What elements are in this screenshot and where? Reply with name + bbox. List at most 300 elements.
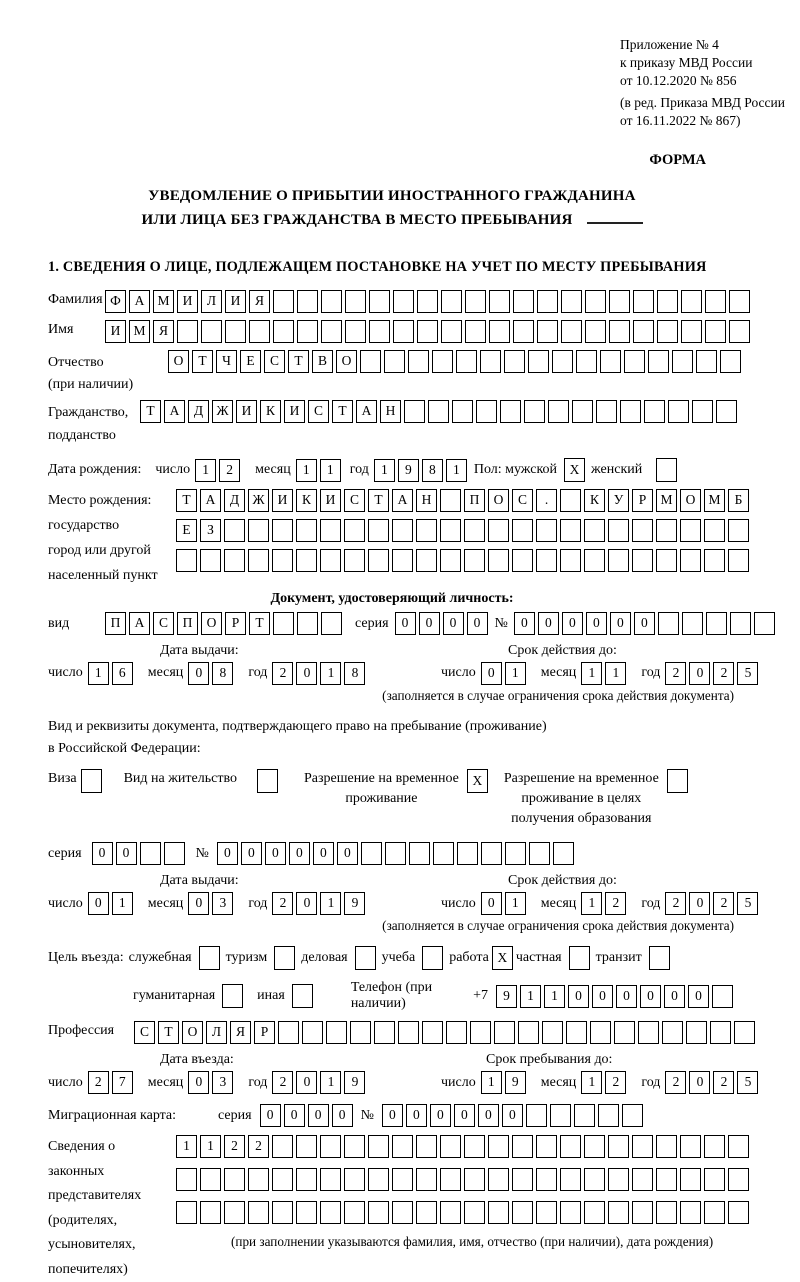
char-cell[interactable]: П <box>464 489 485 512</box>
char-cell[interactable] <box>536 519 557 542</box>
char-cell[interactable]: 0 <box>382 1104 403 1127</box>
char-cell[interactable] <box>704 1201 725 1224</box>
char-cell[interactable] <box>393 320 414 343</box>
char-cell[interactable] <box>704 1135 725 1158</box>
char-cell[interactable] <box>552 350 573 373</box>
char-cell[interactable] <box>572 400 593 423</box>
char-cell[interactable] <box>561 290 582 313</box>
char-cell[interactable]: 0 <box>454 1104 475 1127</box>
char-cell[interactable] <box>393 290 414 313</box>
char-cell[interactable]: А <box>164 400 185 423</box>
char-cell[interactable] <box>536 1168 557 1191</box>
char-cell[interactable] <box>177 320 198 343</box>
char-cell[interactable]: 5 <box>737 1071 758 1094</box>
iddoc-valid-year[interactable] <box>665 662 761 685</box>
char-cell[interactable]: 0 <box>296 892 317 915</box>
entry-month[interactable] <box>188 1071 236 1094</box>
char-cell[interactable] <box>433 842 454 865</box>
char-cell[interactable]: О <box>336 350 357 373</box>
char-cell[interactable]: 2 <box>665 892 686 915</box>
char-cell[interactable]: С <box>264 350 285 373</box>
char-cell[interactable] <box>608 549 629 572</box>
char-cell[interactable]: 0 <box>308 1104 329 1127</box>
char-cell[interactable] <box>608 1201 629 1224</box>
char-cell[interactable] <box>622 1104 643 1127</box>
char-cell[interactable] <box>368 549 389 572</box>
char-cell[interactable]: Р <box>632 489 653 512</box>
char-cell[interactable]: 0 <box>116 842 137 865</box>
purpose-tourism-checkbox[interactable] <box>274 946 295 970</box>
char-cell[interactable] <box>704 519 725 542</box>
char-cell[interactable]: 1 <box>446 459 467 482</box>
char-cell[interactable] <box>278 1021 299 1044</box>
char-cell[interactable]: 0 <box>592 985 613 1008</box>
char-cell[interactable]: 3 <box>212 1071 233 1094</box>
stay-year[interactable] <box>665 1071 761 1094</box>
char-cell[interactable] <box>369 290 390 313</box>
char-cell[interactable]: И <box>236 400 257 423</box>
char-cell[interactable] <box>360 350 381 373</box>
char-cell[interactable] <box>648 350 669 373</box>
char-cell[interactable] <box>560 519 581 542</box>
iddoc-issue-day[interactable] <box>88 662 136 685</box>
char-cell[interactable] <box>369 320 390 343</box>
char-cell[interactable]: 2 <box>248 1135 269 1158</box>
char-cell[interactable] <box>584 549 605 572</box>
char-cell[interactable] <box>320 549 341 572</box>
resdoc-valid-month[interactable] <box>581 892 629 915</box>
char-cell[interactable]: Ж <box>248 489 269 512</box>
char-cell[interactable]: 1 <box>581 892 602 915</box>
char-cell[interactable] <box>476 400 497 423</box>
char-cell[interactable]: Д <box>224 489 245 512</box>
char-cell[interactable] <box>273 612 294 635</box>
temp-residence-checkbox[interactable]: X <box>467 769 488 793</box>
char-cell[interactable]: З <box>200 519 221 542</box>
char-cell[interactable]: 0 <box>296 1071 317 1094</box>
char-cell[interactable] <box>598 1104 619 1127</box>
char-cell[interactable] <box>470 1021 491 1044</box>
char-cell[interactable]: А <box>200 489 221 512</box>
char-cell[interactable] <box>488 1135 509 1158</box>
char-cell[interactable] <box>656 549 677 572</box>
char-cell[interactable] <box>720 350 741 373</box>
char-cell[interactable] <box>488 549 509 572</box>
char-cell[interactable] <box>561 320 582 343</box>
char-cell[interactable]: 1 <box>505 662 526 685</box>
char-cell[interactable] <box>576 350 597 373</box>
char-cell[interactable] <box>480 350 501 373</box>
phone-cells[interactable] <box>496 985 736 1008</box>
char-cell[interactable]: 1 <box>200 1135 221 1158</box>
purpose-commercial-checkbox[interactable] <box>355 946 376 970</box>
char-cell[interactable]: 0 <box>568 985 589 1008</box>
char-cell[interactable] <box>632 1201 653 1224</box>
char-cell[interactable] <box>704 1168 725 1191</box>
char-cell[interactable]: 0 <box>188 892 209 915</box>
char-cell[interactable]: 0 <box>538 612 559 635</box>
char-cell[interactable] <box>297 612 318 635</box>
char-cell[interactable]: 0 <box>616 985 637 1008</box>
char-cell[interactable] <box>681 290 702 313</box>
char-cell[interactable] <box>464 1135 485 1158</box>
char-cell[interactable]: П <box>177 612 198 635</box>
char-cell[interactable]: 1 <box>112 892 133 915</box>
birthplace-row2-cells[interactable] <box>176 519 752 542</box>
char-cell[interactable] <box>537 290 558 313</box>
char-cell[interactable] <box>560 549 581 572</box>
char-cell[interactable]: 2 <box>272 1071 293 1094</box>
char-cell[interactable] <box>548 400 569 423</box>
char-cell[interactable]: 1 <box>544 985 565 1008</box>
char-cell[interactable]: И <box>225 290 246 313</box>
char-cell[interactable]: И <box>284 400 305 423</box>
char-cell[interactable] <box>524 400 545 423</box>
char-cell[interactable] <box>446 1021 467 1044</box>
char-cell[interactable]: К <box>260 400 281 423</box>
char-cell[interactable] <box>345 320 366 343</box>
char-cell[interactable]: 0 <box>664 985 685 1008</box>
char-cell[interactable] <box>729 320 750 343</box>
char-cell[interactable] <box>432 350 453 373</box>
char-cell[interactable]: Т <box>288 350 309 373</box>
char-cell[interactable]: 9 <box>344 1071 365 1094</box>
temp-residence-education-checkbox[interactable] <box>667 769 688 793</box>
char-cell[interactable]: 0 <box>313 842 334 865</box>
char-cell[interactable] <box>705 320 726 343</box>
char-cell[interactable]: Т <box>332 400 353 423</box>
char-cell[interactable] <box>585 290 606 313</box>
profession-cells[interactable] <box>134 1021 758 1044</box>
char-cell[interactable]: Т <box>140 400 161 423</box>
char-cell[interactable] <box>566 1021 587 1044</box>
resdoc-issue-year[interactable] <box>272 892 368 915</box>
char-cell[interactable]: 2 <box>605 892 626 915</box>
char-cell[interactable] <box>686 1021 707 1044</box>
char-cell[interactable]: О <box>168 350 189 373</box>
char-cell[interactable] <box>248 1201 269 1224</box>
char-cell[interactable] <box>344 1201 365 1224</box>
char-cell[interactable] <box>320 1168 341 1191</box>
char-cell[interactable]: 5 <box>737 662 758 685</box>
char-cell[interactable] <box>224 519 245 542</box>
char-cell[interactable]: 0 <box>481 892 502 915</box>
char-cell[interactable] <box>176 549 197 572</box>
char-cell[interactable]: 0 <box>260 1104 281 1127</box>
char-cell[interactable] <box>716 400 737 423</box>
char-cell[interactable]: 0 <box>88 892 109 915</box>
char-cell[interactable]: 0 <box>188 1071 209 1094</box>
char-cell[interactable] <box>368 1201 389 1224</box>
char-cell[interactable] <box>488 1168 509 1191</box>
char-cell[interactable]: 1 <box>320 892 341 915</box>
doc-kind-cells[interactable] <box>105 612 345 635</box>
birthplace-row3-cells[interactable] <box>176 549 752 572</box>
char-cell[interactable]: С <box>308 400 329 423</box>
char-cell[interactable]: И <box>177 290 198 313</box>
char-cell[interactable]: 1 <box>88 662 109 685</box>
char-cell[interactable] <box>638 1021 659 1044</box>
char-cell[interactable] <box>632 1135 653 1158</box>
char-cell[interactable] <box>710 1021 731 1044</box>
sex-male-checkbox[interactable]: X <box>564 458 585 482</box>
resdoc-issue-day[interactable] <box>88 892 136 915</box>
resdoc-issue-month[interactable] <box>188 892 236 915</box>
char-cell[interactable]: 7 <box>112 1071 133 1094</box>
char-cell[interactable]: 1 <box>505 892 526 915</box>
char-cell[interactable] <box>505 842 526 865</box>
char-cell[interactable] <box>368 519 389 542</box>
char-cell[interactable] <box>734 1021 755 1044</box>
char-cell[interactable] <box>409 842 430 865</box>
char-cell[interactable] <box>658 612 679 635</box>
char-cell[interactable] <box>584 1168 605 1191</box>
char-cell[interactable] <box>344 519 365 542</box>
char-cell[interactable]: Н <box>380 400 401 423</box>
representatives-row3-cells[interactable] <box>176 1201 752 1224</box>
char-cell[interactable]: 1 <box>605 662 626 685</box>
char-cell[interactable] <box>398 1021 419 1044</box>
char-cell[interactable] <box>441 320 462 343</box>
char-cell[interactable]: Р <box>225 612 246 635</box>
char-cell[interactable]: 0 <box>478 1104 499 1127</box>
char-cell[interactable]: 0 <box>443 612 464 635</box>
char-cell[interactable]: 0 <box>419 612 440 635</box>
char-cell[interactable] <box>440 1168 461 1191</box>
char-cell[interactable] <box>176 1201 197 1224</box>
char-cell[interactable]: М <box>656 489 677 512</box>
char-cell[interactable] <box>457 842 478 865</box>
char-cell[interactable] <box>361 842 382 865</box>
char-cell[interactable]: М <box>704 489 725 512</box>
char-cell[interactable]: 2 <box>224 1135 245 1158</box>
entry-year[interactable] <box>272 1071 368 1094</box>
char-cell[interactable] <box>656 1135 677 1158</box>
char-cell[interactable] <box>297 320 318 343</box>
char-cell[interactable]: 0 <box>634 612 655 635</box>
char-cell[interactable]: 0 <box>241 842 262 865</box>
char-cell[interactable] <box>504 350 525 373</box>
char-cell[interactable]: В <box>312 350 333 373</box>
char-cell[interactable] <box>754 612 775 635</box>
char-cell[interactable] <box>200 1201 221 1224</box>
char-cell[interactable] <box>489 320 510 343</box>
char-cell[interactable] <box>512 519 533 542</box>
char-cell[interactable] <box>296 1135 317 1158</box>
char-cell[interactable]: 0 <box>640 985 661 1008</box>
char-cell[interactable] <box>249 320 270 343</box>
char-cell[interactable]: О <box>488 489 509 512</box>
char-cell[interactable]: Т <box>368 489 389 512</box>
char-cell[interactable] <box>416 1135 437 1158</box>
char-cell[interactable] <box>728 519 749 542</box>
char-cell[interactable] <box>526 1104 547 1127</box>
char-cell[interactable]: А <box>356 400 377 423</box>
char-cell[interactable]: 2 <box>713 892 734 915</box>
char-cell[interactable]: И <box>272 489 293 512</box>
char-cell[interactable] <box>273 290 294 313</box>
char-cell[interactable] <box>392 1135 413 1158</box>
char-cell[interactable]: 0 <box>296 662 317 685</box>
char-cell[interactable] <box>272 1201 293 1224</box>
char-cell[interactable]: . <box>536 489 557 512</box>
char-cell[interactable] <box>574 1104 595 1127</box>
char-cell[interactable] <box>296 1201 317 1224</box>
visa-checkbox[interactable] <box>81 769 102 793</box>
char-cell[interactable]: 0 <box>332 1104 353 1127</box>
char-cell[interactable] <box>608 1135 629 1158</box>
char-cell[interactable] <box>513 320 534 343</box>
char-cell[interactable] <box>272 1168 293 1191</box>
char-cell[interactable]: М <box>129 320 150 343</box>
iddoc-issue-year[interactable] <box>272 662 368 685</box>
char-cell[interactable] <box>140 842 161 865</box>
stay-day[interactable] <box>481 1071 529 1094</box>
char-cell[interactable] <box>512 1168 533 1191</box>
char-cell[interactable] <box>248 519 269 542</box>
char-cell[interactable]: Б <box>728 489 749 512</box>
char-cell[interactable] <box>657 290 678 313</box>
char-cell[interactable] <box>422 1021 443 1044</box>
birthplace-row1-cells[interactable] <box>176 489 752 512</box>
char-cell[interactable]: 1 <box>176 1135 197 1158</box>
char-cell[interactable] <box>302 1021 323 1044</box>
char-cell[interactable] <box>729 290 750 313</box>
char-cell[interactable] <box>728 1135 749 1158</box>
char-cell[interactable] <box>296 1168 317 1191</box>
char-cell[interactable] <box>528 350 549 373</box>
purpose-humanitarian-checkbox[interactable] <box>222 984 243 1008</box>
char-cell[interactable]: 8 <box>422 459 443 482</box>
char-cell[interactable] <box>608 519 629 542</box>
firstname-cells[interactable] <box>105 320 753 343</box>
char-cell[interactable] <box>560 489 581 512</box>
char-cell[interactable] <box>672 350 693 373</box>
char-cell[interactable] <box>680 1135 701 1158</box>
purpose-work-checkbox[interactable]: X <box>492 946 513 970</box>
char-cell[interactable] <box>417 290 438 313</box>
char-cell[interactable]: 9 <box>496 985 517 1008</box>
char-cell[interactable] <box>201 320 222 343</box>
char-cell[interactable] <box>609 290 630 313</box>
char-cell[interactable] <box>488 1201 509 1224</box>
char-cell[interactable] <box>320 519 341 542</box>
char-cell[interactable] <box>416 1168 437 1191</box>
char-cell[interactable] <box>518 1021 539 1044</box>
char-cell[interactable]: И <box>105 320 126 343</box>
char-cell[interactable]: 1 <box>320 459 341 482</box>
char-cell[interactable]: У <box>608 489 629 512</box>
char-cell[interactable]: Ч <box>216 350 237 373</box>
char-cell[interactable] <box>536 1201 557 1224</box>
char-cell[interactable] <box>600 350 621 373</box>
char-cell[interactable] <box>704 549 725 572</box>
char-cell[interactable] <box>632 519 653 542</box>
representatives-row2-cells[interactable] <box>176 1168 752 1191</box>
char-cell[interactable]: Я <box>249 290 270 313</box>
char-cell[interactable] <box>404 400 425 423</box>
char-cell[interactable]: 6 <box>112 662 133 685</box>
char-cell[interactable]: Л <box>201 290 222 313</box>
char-cell[interactable] <box>584 1135 605 1158</box>
char-cell[interactable] <box>408 350 429 373</box>
char-cell[interactable] <box>224 1201 245 1224</box>
char-cell[interactable]: 2 <box>665 1071 686 1094</box>
char-cell[interactable]: С <box>512 489 533 512</box>
char-cell[interactable] <box>344 1168 365 1191</box>
migcard-number-cells[interactable] <box>382 1104 646 1127</box>
char-cell[interactable] <box>706 612 727 635</box>
char-cell[interactable] <box>620 400 641 423</box>
char-cell[interactable] <box>680 519 701 542</box>
char-cell[interactable] <box>368 1168 389 1191</box>
char-cell[interactable] <box>656 519 677 542</box>
char-cell[interactable]: О <box>680 489 701 512</box>
char-cell[interactable] <box>224 549 245 572</box>
char-cell[interactable] <box>494 1021 515 1044</box>
char-cell[interactable] <box>297 290 318 313</box>
char-cell[interactable] <box>320 1135 341 1158</box>
char-cell[interactable] <box>465 320 486 343</box>
char-cell[interactable] <box>392 549 413 572</box>
char-cell[interactable] <box>680 1201 701 1224</box>
char-cell[interactable] <box>536 1135 557 1158</box>
char-cell[interactable] <box>416 1201 437 1224</box>
char-cell[interactable] <box>441 290 462 313</box>
entry-day[interactable] <box>88 1071 136 1094</box>
char-cell[interactable]: 1 <box>520 985 541 1008</box>
char-cell[interactable]: 0 <box>284 1104 305 1127</box>
purpose-other-checkbox[interactable] <box>292 984 313 1008</box>
char-cell[interactable]: 2 <box>272 662 293 685</box>
char-cell[interactable] <box>273 320 294 343</box>
char-cell[interactable]: А <box>129 290 150 313</box>
char-cell[interactable] <box>248 1168 269 1191</box>
char-cell[interactable] <box>176 1168 197 1191</box>
char-cell[interactable] <box>464 1201 485 1224</box>
char-cell[interactable] <box>200 1168 221 1191</box>
char-cell[interactable] <box>465 290 486 313</box>
char-cell[interactable]: 2 <box>605 1071 626 1094</box>
char-cell[interactable] <box>272 1135 293 1158</box>
char-cell[interactable]: 0 <box>430 1104 451 1127</box>
char-cell[interactable]: 1 <box>296 459 317 482</box>
char-cell[interactable] <box>657 320 678 343</box>
char-cell[interactable]: С <box>344 489 365 512</box>
char-cell[interactable] <box>417 320 438 343</box>
char-cell[interactable]: С <box>153 612 174 635</box>
char-cell[interactable]: 8 <box>344 662 365 685</box>
char-cell[interactable]: 1 <box>195 459 216 482</box>
char-cell[interactable] <box>224 1168 245 1191</box>
resdoc-valid-year[interactable] <box>665 892 761 915</box>
char-cell[interactable] <box>633 290 654 313</box>
char-cell[interactable] <box>392 1201 413 1224</box>
char-cell[interactable]: 0 <box>689 892 710 915</box>
char-cell[interactable] <box>464 519 485 542</box>
char-cell[interactable] <box>440 519 461 542</box>
char-cell[interactable] <box>537 320 558 343</box>
char-cell[interactable] <box>416 519 437 542</box>
citizenship-cells[interactable] <box>140 400 740 423</box>
char-cell[interactable] <box>321 612 342 635</box>
birth-day-cells[interactable] <box>195 459 243 482</box>
char-cell[interactable] <box>320 1201 341 1224</box>
char-cell[interactable]: 0 <box>481 662 502 685</box>
residence-permit-checkbox[interactable] <box>257 769 278 793</box>
char-cell[interactable] <box>385 842 406 865</box>
char-cell[interactable] <box>464 549 485 572</box>
